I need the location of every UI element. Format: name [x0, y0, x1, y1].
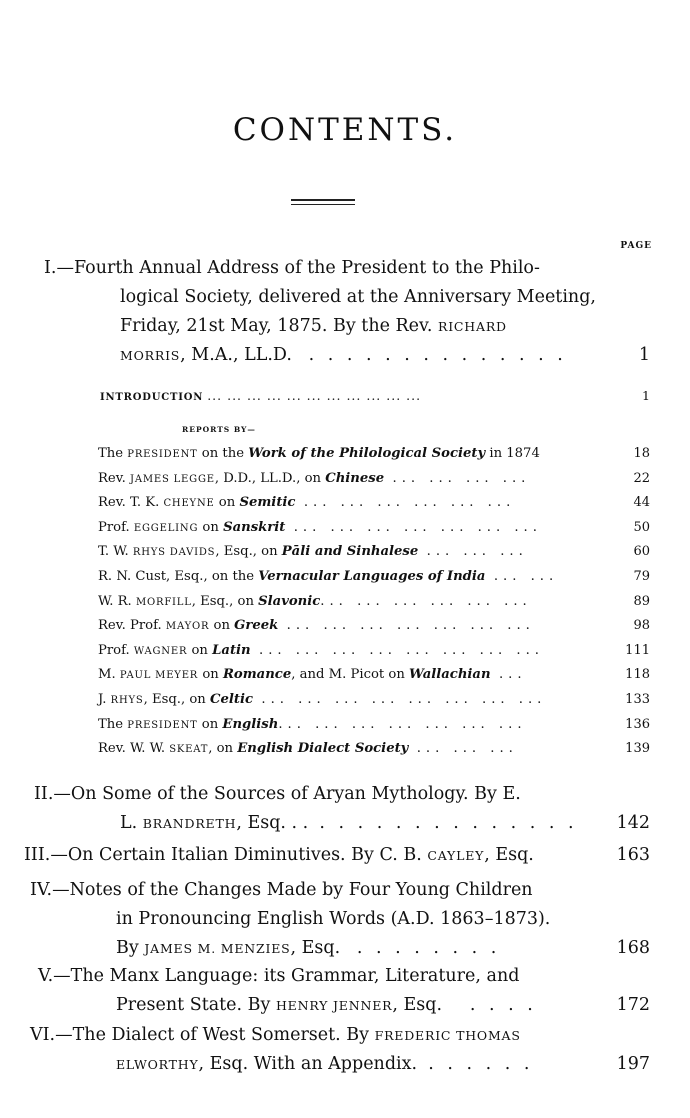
- report-text: Prof.: [98, 519, 134, 535]
- report-row: [98, 590, 650, 615]
- report-text: Rev. T. K.: [98, 495, 164, 511]
- report-text: on: [209, 618, 235, 634]
- report-subject: Wallachian: [409, 667, 491, 683]
- entry-number: I.: [44, 258, 57, 278]
- entry-title-line: , Esq. . .: [236, 813, 309, 833]
- page-number: 136: [625, 716, 650, 732]
- page-number: 133: [625, 691, 650, 707]
- author-name: CAYLEY: [427, 848, 485, 863]
- author-name: MORFILL: [135, 596, 192, 608]
- author-name: JAMES LEGGE: [130, 473, 215, 485]
- author-name: RICHARD: [437, 319, 507, 334]
- report-text: Rev.: [98, 470, 131, 486]
- report-row: [98, 737, 650, 762]
- leader-dots: ... ... ... ... ... ...: [320, 593, 532, 609]
- leader-dots: ... ... ... ... ... ... ...: [293, 519, 542, 535]
- leader-dots: ... ... ... ... ... ... ... ... ... ... ...: [207, 388, 422, 403]
- entry-ii: [34, 780, 650, 838]
- report-row: [98, 540, 650, 565]
- entry-number: III.: [24, 845, 51, 865]
- report-text: T. W.: [98, 544, 133, 560]
- entry-title-line: —The Dialect of West Somerset. By: [55, 1025, 375, 1045]
- leader-dots: ... ... ... ...: [392, 470, 531, 486]
- leader-dots: . . . . . . . . . . . . . .: [319, 813, 578, 833]
- report-subject: Semitic: [239, 495, 296, 511]
- report-text: on: [198, 667, 223, 683]
- page-number: 98: [633, 618, 650, 634]
- introduction-label: INTRODUCTION: [100, 392, 204, 403]
- entry-title-line: —On Certain Italian Diminutives. By C. B.: [50, 845, 428, 865]
- page-number: 60: [633, 544, 650, 560]
- entry-title-line: , Esq. With an Appendix.: [198, 1054, 418, 1074]
- author-name: RHYS DAVIDS: [132, 547, 216, 559]
- report-subject: Latin: [212, 642, 251, 658]
- report-text: , on: [208, 741, 238, 757]
- report-row: [98, 565, 650, 590]
- leader-dots: ... ... ... ... ... ...: [303, 495, 516, 511]
- author-name: ELWORTHY: [116, 1057, 199, 1072]
- report-subject: Vernacular Languages of India: [258, 568, 486, 584]
- report-text: on: [197, 716, 223, 732]
- entry-title-line: —Notes of the Changes Made by Four Young Children: [52, 880, 533, 900]
- report-row: [98, 713, 650, 738]
- report-row: [98, 614, 650, 639]
- author-name: PRESIDENT: [127, 719, 198, 731]
- entry-title-line: —The Manx Language: its Grammar, Literature, and: [53, 966, 520, 986]
- report-text: , Esq., on: [143, 691, 210, 707]
- report-text: on: [198, 519, 224, 535]
- entry-title-line: Present State. By: [116, 995, 276, 1015]
- report-row: [98, 442, 650, 467]
- report-text: Rev. Prof.: [98, 618, 166, 634]
- entry-title-line: —Fourth Annual Address of the President to the Philo-: [56, 258, 540, 278]
- leader-dots: ... ...: [493, 568, 559, 584]
- entry-title-line: L.: [120, 813, 143, 833]
- report-row: [98, 639, 650, 664]
- report-text: , Esq., on: [215, 544, 282, 560]
- report-text: in 1874: [485, 446, 540, 461]
- entry-v: [38, 962, 650, 1020]
- author-name: FREDERIC THOMAS: [374, 1028, 521, 1043]
- report-subject: Pāli and Sinhalese: [281, 544, 419, 560]
- page-number: 1: [642, 388, 650, 403]
- page-column-header: PAGE: [620, 241, 652, 251]
- entry-title-line: in Pronouncing English Words (A.D. 1863–1873).: [116, 909, 551, 929]
- leader-dots: . . . . . . . .: [356, 938, 501, 958]
- author-name: RHYS: [110, 694, 144, 706]
- author-name: MORRIS: [120, 348, 181, 363]
- report-subject: Sanskrit: [223, 519, 286, 535]
- leader-dots: ... ... ... ... ... ... ... ...: [259, 642, 544, 658]
- entry-iii: [24, 841, 650, 870]
- entry-title-line: , Esq.: [484, 845, 534, 865]
- leader-dots: . . . . . .: [428, 1054, 534, 1074]
- page-number: 44: [633, 495, 650, 511]
- report-text: , Esq., on: [191, 593, 259, 609]
- report-row: [98, 688, 650, 713]
- introduction-row: [100, 383, 650, 411]
- report-text: Rev. W. W.: [98, 741, 170, 757]
- report-subject: Celtic: [209, 691, 254, 707]
- entry-vi: [30, 1021, 650, 1079]
- report-text: , and M. Picot on: [291, 667, 410, 683]
- page-number: 142: [616, 813, 650, 833]
- report-subject: Chinese: [325, 470, 385, 486]
- author-name: SKEAT: [169, 744, 209, 756]
- page-number: 118: [625, 667, 650, 683]
- page-number: 22: [633, 470, 650, 486]
- entry-i: [44, 254, 650, 370]
- report-text: M.: [98, 667, 120, 683]
- author-name: PRESIDENT: [127, 449, 198, 460]
- report-row: [98, 491, 650, 516]
- leader-dots: ...: [498, 667, 527, 683]
- entry-title-line: , Esq.: [392, 995, 443, 1015]
- reports-list: [98, 442, 650, 762]
- report-subject: Greek: [234, 618, 279, 634]
- page-number: 139: [625, 741, 650, 757]
- entry-iv: [30, 876, 650, 963]
- leader-dots: ... ... ...: [416, 741, 518, 757]
- leader-dots: . . . . . . . . . . . . . .: [308, 345, 567, 365]
- page-number: 89: [633, 593, 650, 609]
- entry-number: V.: [38, 966, 54, 986]
- report-row: [98, 516, 650, 541]
- report-row: [98, 663, 650, 688]
- report-subject: Work of the Philological Society: [248, 446, 486, 461]
- report-subject: English: [222, 716, 279, 732]
- leader-dots: ... ... ...: [426, 544, 528, 560]
- title-rule-top: [291, 199, 355, 201]
- page-number: 79: [633, 568, 650, 584]
- report-text: J.: [98, 691, 111, 707]
- leader-dots: ... ... ... ... ... ... ...: [278, 716, 527, 732]
- report-subject: Slavonic: [258, 593, 321, 609]
- page-number: 111: [625, 642, 650, 658]
- reports-header: REPORTS BY—: [182, 425, 256, 434]
- report-text: on: [214, 495, 240, 511]
- entry-title-line: , M.A., LL.D.: [180, 345, 292, 365]
- page-number: 50: [633, 519, 650, 535]
- page-number: 197: [616, 1054, 650, 1074]
- entry-number: II.: [34, 784, 54, 804]
- report-text: , D.D., LL.D., on: [214, 470, 326, 486]
- entry-number: VI.: [30, 1025, 56, 1045]
- page-number: 163: [616, 845, 650, 865]
- report-subject: Romance: [222, 667, 292, 683]
- report-text: W. R.: [98, 593, 136, 609]
- report-subject: English Dialect Society: [237, 741, 409, 757]
- page-number: 18: [633, 446, 650, 461]
- page-number: 168: [616, 938, 650, 958]
- page-number: 172: [616, 995, 650, 1015]
- report-row: [98, 467, 650, 492]
- author-name: PAUL MEYER: [119, 670, 199, 682]
- author-name: MAYOR: [165, 621, 210, 633]
- entry-title-line: Friday, 21st May, 1875. By the Rev.: [120, 316, 438, 336]
- leader-dots: ... ... ... ... ... ... ...: [286, 618, 535, 634]
- entry-title-line: , Esq.: [290, 938, 341, 958]
- entry-title-line: By: [116, 938, 145, 958]
- leader-dots: . . . .: [469, 995, 537, 1015]
- author-name: CHEYNE: [163, 498, 215, 510]
- page-number: 1: [638, 345, 650, 365]
- author-name: HENRY JENNER: [275, 998, 393, 1013]
- report-text: The: [98, 716, 128, 732]
- author-name: EGGELING: [133, 522, 199, 534]
- report-text: The: [98, 446, 128, 461]
- page-title: CONTENTS.: [232, 112, 458, 148]
- report-text: on the: [197, 446, 249, 461]
- report-text: Prof.: [98, 642, 134, 658]
- author-name: JAMES M. MENZIES: [144, 941, 291, 956]
- author-name: BRANDRETH: [142, 816, 237, 831]
- title-rule-bottom: [291, 204, 355, 205]
- report-text: on: [187, 642, 213, 658]
- author-name: WAGNER: [133, 645, 188, 657]
- entry-title-line: logical Society, delivered at the Anniversary Meeting,: [120, 287, 596, 307]
- report-text: R. N. Cust, Esq., on the: [98, 568, 259, 584]
- entry-number: IV.: [30, 880, 53, 900]
- entry-title-line: —On Some of the Sources of Aryan Mythology. By E.: [53, 784, 521, 804]
- leader-dots: ... ... ... ... ... ... ... ...: [261, 691, 547, 707]
